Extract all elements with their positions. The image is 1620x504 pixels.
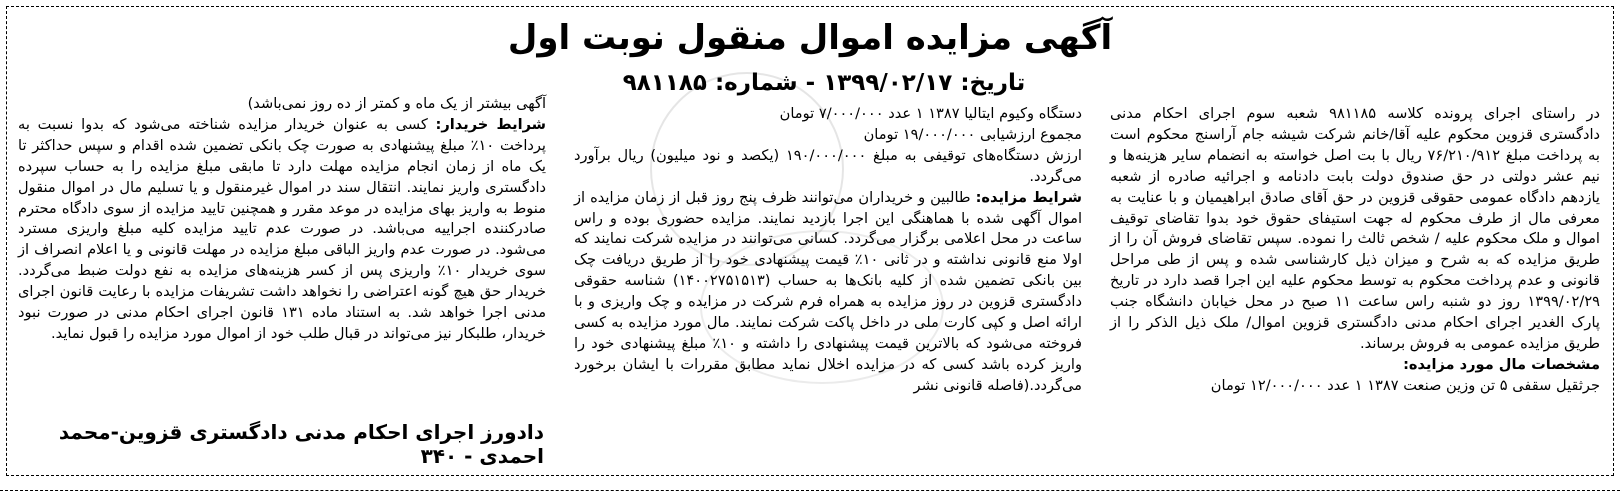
total-valuation: مجموع ارزشیابی ۱۹/۰۰۰/۰۰۰ تومان	[863, 125, 1082, 143]
right-column	[1110, 104, 1600, 397]
intro-paragraph: در راستای اجرای پرونده کلاسه ۹۸۱۱۸۵ شعبه سوم اجرای احکام مدنی دادگستری قزوین محکوم علیه آقا/خانم شرکت شیشه جام آراسنج محکوم است به پرداخت مبلغ ۷۶/۲۱۰/۹۱۲ ریال با بت اصل خواسته به انضمام سایر هزینه‌ها و نیم عشر دولتی در حق صندوق دولت بابت دادنامه و اجرائیه صادره از شعبه یازدهم دادگاه عمومی حقوقی قزوین در حق آقای صادق ابراهیمیان و با عنایت به معرفی مال از طرف محکوم له جهت استیفای حقوق خود بدوا تقاضای توقیف اموال و ملک محکوم علیه / شخص ثالث را نموده. سپس تقاضای فروش آن را از طریق مزایده که به شرح و میزان ذیل کارشناسی شده و پس از طی مراحل قانونی و عدم پرداخت محکوم به توسط محکوم علیه این اجرا قصد دارد در تاریخ ۱۳۹۹/۰۲/۲۹ روز دو شنبه راس ساعت ۱۱ صبح در محل خیابان دانشگاه جنب پارک الغدیر اجرای احکام مدنی دادگستری قزوین اموال/ ملک ذیل الذکر را از طریق مزایده عمومی به فروش برساند.	[1110, 105, 1601, 352]
buyer-conditions-heading: شرایط خریدار:	[435, 115, 547, 133]
seized-value: ارزش دستگاه‌های توقیفی به مبلغ ۱۹۰/۰۰۰/۰۰۰ (یکصد و نود میلیون) ریال برآورد می‌گردد.	[574, 146, 1082, 185]
middle-column	[574, 104, 1082, 397]
notice-title: آگهی مزایده اموال منقول نوبت اول	[507, 18, 1113, 58]
official-signature: دادورز اجرای احکام مدنی دادگستری قزوین-محمد احمدی - ۳۴۰	[58, 420, 544, 468]
conditions-text: طالبین و خریداران می‌توانند ظرف پنج روز قبل از زمان مزایده از اموال آگهی شده با هماهنگی این اجرا بازدید نمایند. مزایده حضوری بوده و راس ساعت در محل اعلامی برگزار می‌گردد. کسانی می‌توانند در مزایده شرکت نمایند که اولا منع قانونی نداشته و در ثانی ۱۰٪ قیمت پیشنهادی خود را از طریق دریافت چک بین بانکی تضمین شده از کلیه بانک‌ها به حساب (۱۴۰۰۲۷۵۱۵۱۳) شناسه حقوقی دادگستری قزوین در روز مزایده به همراه فرم شرکت در مزایده و چک واریزی و با ارائه اصل و کپی کارت ملی در داخل پاکت شرکت نمایند. مال مورد مزایده به کسی فروخته می‌شود که بالاترین قیمت پیشنهادی را داشته و ۱۰٪ مبلغ پیشنهادی خود را واریز کرده باشد کسی که در مزایده اخلال نماید مطابق مقررات با ایشان برخورد می‌گردد.(فاصله قانونی نشر	[574, 188, 1083, 394]
item-vacuum-machine: دستگاه وکیوم ایتالیا ۱۳۸۷ ۱ عدد ۷/۰۰۰/۰۰۰ تومان	[779, 105, 1082, 122]
left-column	[18, 94, 546, 345]
conditions-heading: شرایط مزایده:	[975, 188, 1083, 206]
specs-heading: مشخصات مال مورد مزایده:	[1403, 355, 1600, 373]
bottom-divider	[0, 490, 1620, 491]
notice-content	[14, 18, 1606, 470]
notice-date-number: تاریخ: ۱۳۹۹/۰۲/۱۷ - شماره: ۹۸۱۱۸۵	[622, 70, 1026, 96]
buyer-conditions-text: کسی به عنوان خریدار مزایده شناخته می‌شود که بدوا نسبت به پرداخت ۱۰٪ مبلغ پیشنهادی به صورت چک بانکی تضمین شده اقدام و سپس حداکثر تا یک ماه از زمان انجام مزایده مهلت دارد تا مابقی مبلغ مزایده را به حساب سپرده دادگستری واریز نمایند. انتقال سند در اموال غیرمنقول و یا تسلیم مال در اموال منقول منوط به واریز بهای مزایده در موعد مقرر و همچنین تایید مزایده از سوی دادگاه محترم صادرکننده اجراییه می‌باشد. در صورت عدم تایید مزایده کلیه مبلغ واریزی مسترد می‌شود. در صورت عدم واریز الباقی مبلغ مزایده در مهلت قانونی و یا اعلام انصراف از سوی خریدار ۱۰٪ واریزی پس از کسر هزینه‌های مزایده به نفع دولت ضبط می‌گردد. خریدار حق هیچ گونه اعتراضی را نخواهد داشت تشریفات مزایده با رعایت قانون اجرای مدنی اجرا خواهد شد. به استناد ماده ۱۳۱ قانون اجرای احکام مدنی در صورت نبود خریدار، طلبکار نیز می‌تواند در قبال طلب خود از اموال مورد مزایده را قبول نماید.	[18, 115, 547, 342]
item-crane: جرثقیل سقفی ۵ تن وزین صنعت ۱۳۸۷ ۱ عدد ۱۲/۰۰۰/۰۰۰ تومان	[1210, 376, 1600, 394]
publication-interval-continued: آگهی بیشتر از یک ماه و کمتر از ده روز نمی‌باشد)	[247, 95, 546, 112]
